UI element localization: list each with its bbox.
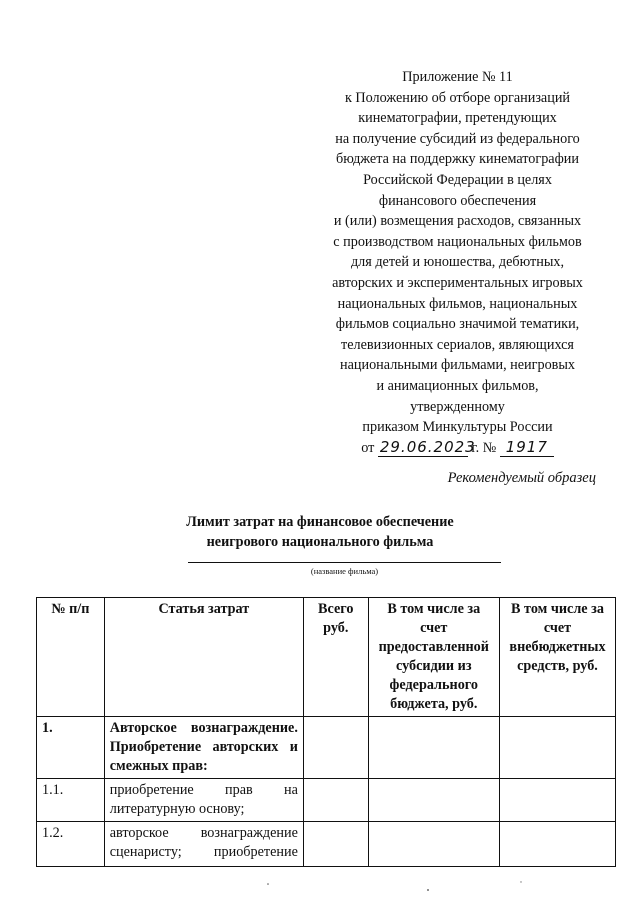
appendix-line: приказом Минкультуры России: [362, 419, 553, 436]
row-cost-item: приобретение прав на литературную основу;: [104, 779, 303, 822]
appendix-line: национальными фильмами, неигровых: [340, 357, 575, 374]
table-row: [37, 717, 616, 779]
appendix-line: Приложение № 11: [402, 69, 513, 85]
appendix-line: кинематографии, претендующих: [358, 110, 557, 127]
title-line: неигрового национального фильма: [206, 534, 434, 550]
appendix-line: и (или) возмещения расходов, связанных: [333, 213, 582, 230]
film-name-line: [188, 562, 501, 563]
year-number-label: г. №: [471, 439, 497, 456]
header-subsidy: В том числе за счет предоставленной субсидии из федерального бюджета, руб.: [368, 598, 499, 717]
row-cost-item: авторское вознаграждение сценаристу; приобретение: [104, 822, 303, 867]
cost-limit-table: [36, 597, 616, 867]
appendix-line: авторских и экспериментальных игровых: [332, 274, 583, 291]
table-row: [37, 779, 616, 822]
row-total-cell: [303, 717, 368, 779]
film-name-caption: (название фильма): [310, 566, 379, 576]
appendix-line: для детей и юношества, дебютных,: [350, 254, 565, 271]
appendix-line: утвержденному: [410, 398, 505, 415]
appendix-line: на получение субсидий из федерального: [335, 130, 580, 147]
row-cost-item: Авторское вознаграждение. Приобретение авторских и смежных прав:: [104, 717, 303, 779]
appendix-line: бюджета на поддержку кинематографии: [335, 151, 579, 168]
row-extrabudgetary-cell: [499, 779, 615, 822]
row-extrabudgetary-cell: [499, 717, 615, 779]
title-line: Лимит затрат на финансовое обеспечение: [186, 514, 454, 530]
appendix-line: и анимационных фильмов,: [376, 377, 539, 394]
appendix-line: фильмов социально значимой тематики,: [335, 316, 580, 333]
row-subsidy-cell: [368, 822, 499, 867]
appendix-line: к Положению об отборе организаций: [344, 89, 571, 106]
appendix-line: с производством национальных фильмов: [333, 233, 582, 250]
row-number: 1.: [37, 717, 105, 779]
document-title: [150, 512, 490, 552]
appendix-line: национальных фильмов, национальных: [337, 295, 578, 312]
handwritten-order-number: 1917: [500, 439, 554, 457]
row-total-cell: [303, 822, 368, 867]
appendix-header: [305, 67, 610, 458]
appendix-line: Российской Федерации в целях: [363, 171, 552, 188]
row-number: 1.2.: [37, 822, 105, 867]
appendix-line: финансового обеспечения: [378, 192, 537, 209]
row-total-cell: [303, 779, 368, 822]
handwritten-date: 29.06.2023: [379, 437, 476, 456]
table-header-row: [37, 598, 616, 717]
row-subsidy-cell: [368, 717, 499, 779]
recommended-sample-label: Рекомендуемый образец: [447, 470, 596, 486]
header-extrabudgetary: В том числе за счет внебюджетных средств, руб.: [499, 598, 615, 717]
header-number: № п/п: [37, 598, 105, 717]
row-number: 1.1.: [37, 779, 105, 822]
table-row: [37, 822, 616, 867]
order-date-number-row: [305, 438, 610, 459]
row-subsidy-cell: [368, 779, 499, 822]
row-extrabudgetary-cell: [499, 822, 615, 867]
header-total: Всего руб.: [303, 598, 368, 717]
appendix-line: телевизионных сериалов, являющихся: [341, 336, 574, 353]
header-cost-item: Статья затрат: [104, 598, 303, 717]
from-label: от: [361, 439, 375, 456]
